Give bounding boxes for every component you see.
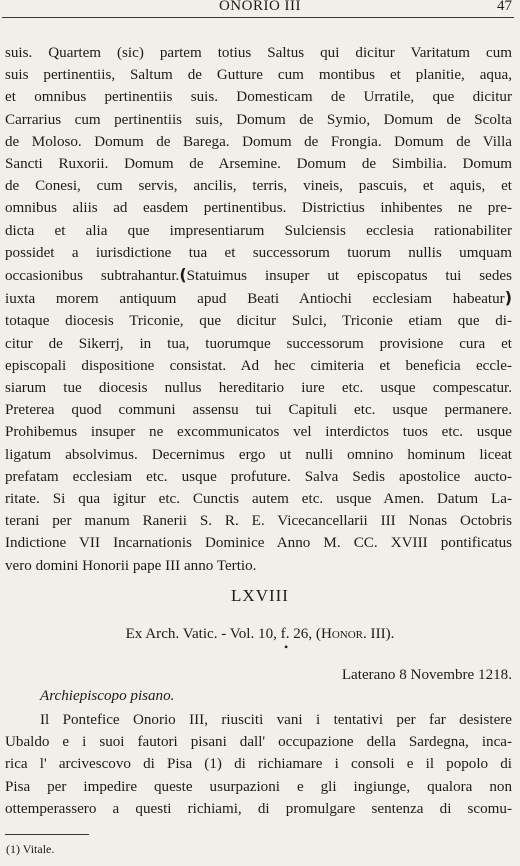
text-line: totaque diocesis Triconie, que dicitur Sulci, Triconie etiam que di- (5, 313, 512, 330)
text-segment: Statuimus insuper ut episcopatus tui sedes (186, 268, 512, 285)
text-line: citur de Sikerrj, in tua, tuorumque successorum provisione cura et (5, 335, 512, 352)
text-line: terani per manum Ranerii S. R. E. Vicecancellarii III Nonas Octobris (5, 513, 512, 530)
text-segment: occasionibus subtrahantur. (5, 268, 180, 285)
text-line: ottemperassero a questi richiami, di promulgare sentenza di scomu- (5, 800, 512, 817)
text-line: Preterea quod communi assensu tui Capituli etc. usque permanere. (5, 402, 512, 419)
running-title: ONORIO III (218, 0, 302, 14)
text-line-bracket-open (5, 264, 512, 287)
text-line: Sancti Ruxorii. Domum de Arsemine. Domum de Simbilia. Domum (5, 156, 512, 173)
text-line: ritate. Si qua igitur etc. Cunctis autem etc. usque Amen. Datum La- (5, 491, 512, 508)
text-segment: iuxta morem antiquum apud Beati Antiochi ecclesiam habeatur (5, 291, 505, 308)
source-suffix: III). (366, 626, 395, 642)
text-line-bracket-close (5, 287, 512, 310)
text-line: de Conesi, cum servis, ancilis, terris, vineis, pascuis, et aquis, et (5, 178, 512, 195)
source-prefix: Ex Arch. Vatic. - Vol. 10, f. 26, ( (125, 626, 321, 642)
text-line: rica l' arcivescovo di Pisa (1) di richiamare i consoli e il popolo di (5, 756, 512, 773)
open-bracket-mark: ( (179, 265, 187, 285)
text-line: Il Pontefice Onorio III, riusciti vani i tentativi per far desistere (40, 712, 512, 728)
document-body (5, 42, 512, 577)
close-bracket-mark: ) (504, 288, 512, 308)
page-number: 47 (497, 0, 512, 14)
dot-mark: • (284, 640, 289, 654)
document-date: Laterano 8 Novembre 1218. (341, 667, 512, 683)
text-line: episcopali dispositione consistat. Ad hec cimiteria et beneficia eccle- (5, 357, 512, 374)
document-number: LXVIII (231, 586, 289, 605)
text-line: Prohibemus insuper ne excommunicatos vel interdictos tuos etc. usque (5, 424, 512, 441)
text-line: vero domini Honorii pape III anno Tertio. (5, 557, 257, 574)
footnote: (1) Vitale. (6, 842, 55, 856)
text-line: Indictione VII Incarnationis Dominice Anno M. CC. XVIII pontificatus (5, 535, 512, 552)
text-line: Pisa per impedire queste usurpazioni e gli ingiunge, qualora non (5, 778, 512, 795)
text-line: ligatum absolvimus. Decernimus ergo ut nulli omnino hominum liceat (5, 446, 512, 463)
text-line: prefatam ecclesiam etc. usque profuture. Salva Sedis apostolice aucto- (5, 468, 512, 485)
archive-source (0, 626, 520, 643)
text-line: suis pertinentiis, Saltum de Gutture cum montibus et planitie, aqua, (5, 67, 512, 84)
text-line: Ubaldo e i suoi fautori pisani dall' occupazione della Sardegna, inca- (5, 734, 512, 751)
header-rule (2, 17, 514, 18)
source-pope: Honor. (320, 626, 367, 642)
summary-paragraph (5, 709, 512, 820)
text-line: suis. Quartem (sic) partem totius Saltus qui dicitur Varitatum cum (5, 45, 512, 61)
text-line: Carrarius cum pertinentiis suis, Domum de Symio, Domum de Scolta (5, 111, 512, 128)
text-line: omnibus aliis ad easdem pertinentibus. Districtius inhibentes ne pre- (5, 200, 512, 217)
text-line: de Moloso. Domum de Barega. Domum de Frongia. Domum de Villa (5, 133, 512, 150)
footnote-rule (5, 834, 89, 835)
text-line: et omnibus pertinentiis suis. Domesticam de Urratile, que dicitur (5, 89, 512, 106)
text-line: possidet a iurisdictione tua et successorum tuorum nullis umquam (5, 244, 512, 261)
addressee: Archiepiscopo pisano. (40, 688, 175, 704)
text-line: siarum tue diocesis nullus hereditario iure etc. usque compescatur. (5, 380, 512, 397)
text-line: dicta et alia que impresentiarum Sulciensis ecclesia rationabiliter (5, 222, 512, 239)
